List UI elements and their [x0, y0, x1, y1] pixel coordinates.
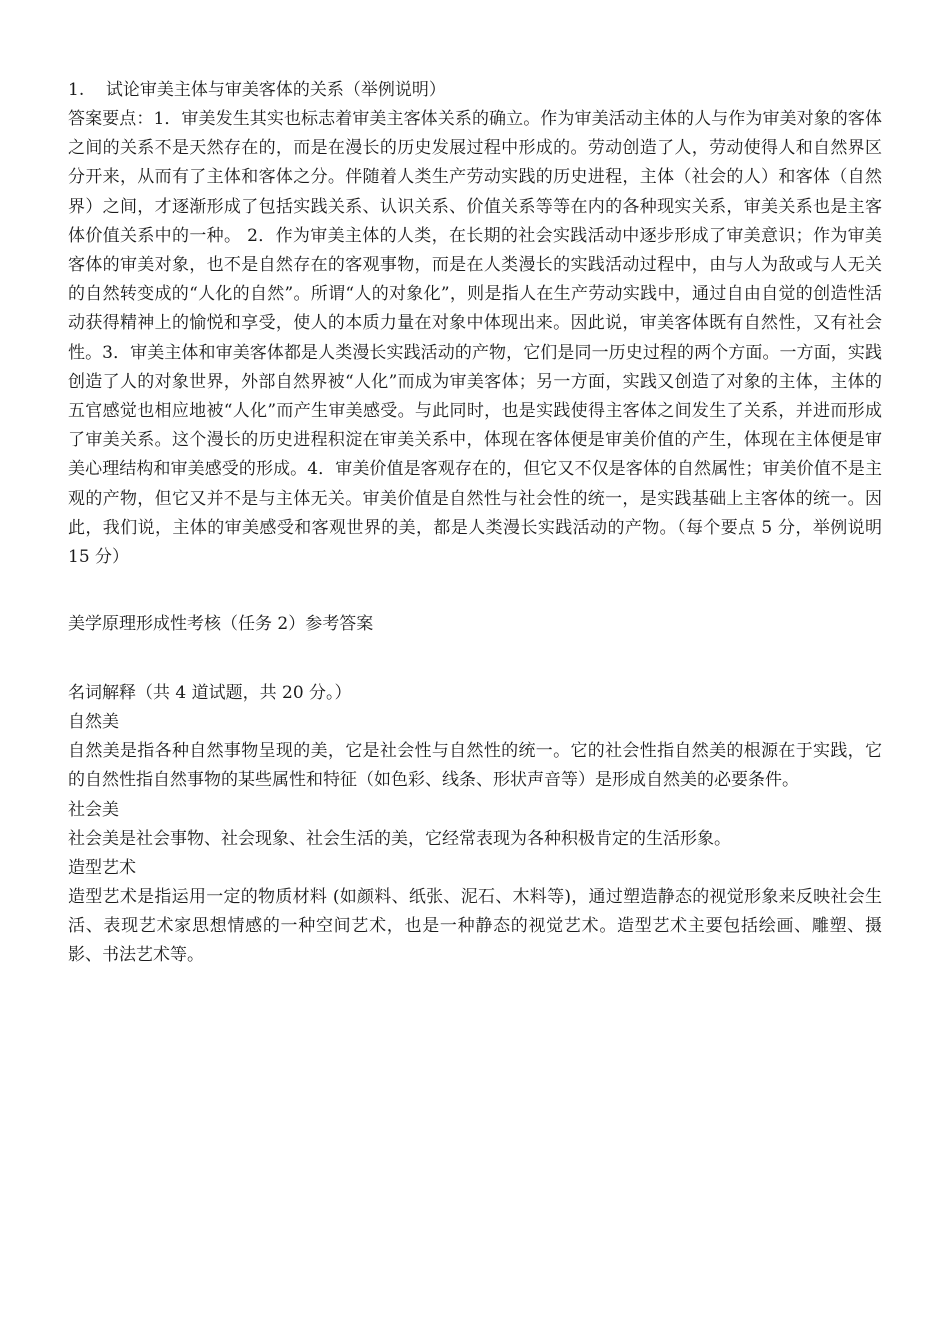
term-heading: 社会美	[68, 799, 119, 820]
term-heading: 自然美	[68, 712, 119, 733]
term-definition: 社会美是社会事物、社会现象、社会生活的美，它经常表现为各种积极肯定的生活形象。	[68, 828, 731, 849]
question-1-heading	[68, 76, 882, 105]
spacer	[68, 572, 882, 610]
term-definition: 自然美是指各种自然事物呈现的美，它是社会性与自然性的统一。它的社会性指自然美的根源在于实践，它的自然性指自然事物的某些属性和特征（如色彩、线条、形状声音等）是形成自然美的必要条件。	[68, 741, 882, 791]
question-1-answer: 答案要点：1．审美发生其实也标志着审美主客体关系的确立。作为审美活动主体的人与作为审美对象的客体之间的关系不是天然存在的，而是在漫长的历史发展过程中形成的。劳动创造了人，劳动使得人和自然界区分开来，从而有了主体和客体之分。伴随着人类生产劳动实践的历史进程，主体（社会的人）和客体（自然界）之间，才逐渐形成了包括实践关系、认识关系、价值关系等等在内的各种现实关系，审美关系也是主客体价值关系中的一种。 2．作为审美主体的人类，在长期的社会实践活动中逐步形成了审美意识；作为审美客体的审美对象，也不是自然存在的客观事物，而是在人类漫长的实践活动过程中，由与人为敌或与人无关的自然转变成的“人化的自然”。所谓“人的对象化”，则是指人在生产劳动实践中，通过自由自觉的创造性活动获得精神上的愉悦和享受，使人的本质力量在对象中体现出来。因此说，审美客体既有自然性，又有社会性。3．审美主体和审美客体都是人类漫长实践活动的产物，它们是同一历史过程的两个方面。一方面，实践创造了人的对象世界，外部自然界被“人化”而成为审美客体；另一方面，实践又创造了对象的主体，主体的五官感觉也相应地被“人化”而产生审美感受。与此同时，也是实践使得主客体之间发生了关系，并进而形成了审美关系。这个漫长的历史进程积淀在审美关系中，体现在客体便是审美价值的产生，体现在主体便是审美心理结构和审美感受的形成。4．审美价值是客观存在的，但它又不仅是客体的自然属性；审美价值不是主观的产物，但它又并不是与主体无关。审美价值是自然性与社会性的统一，是实践基础上主客体的统一。因此，我们说，主体的审美感受和客观世界的美，都是人类漫长实践活动的产物。（每个要点 5 分，举例说明 15 分）	[68, 109, 882, 568]
document-page	[68, 76, 882, 970]
section-title: 美学原理形成性考核（任务 2）参考答案	[68, 614, 374, 635]
term-heading: 造型艺术	[68, 857, 136, 878]
terms-header: 名词解释（共 4 道试题，共 20 分。）	[68, 683, 352, 704]
spacer	[68, 639, 882, 679]
question-1-title: 试论审美主体与审美客体的关系（举例说明）	[105, 80, 446, 100]
question-1-number: 1.	[68, 80, 85, 100]
term-definition: 造型艺术是指运用一定的物质材料 (如颜料、纸张、泥石、木料等)，通过塑造静态的视觉形象来反映社会生活、表现艺术家思想情感的一种空间艺术，也是一种静态的视觉艺术。造型艺术主要包括绘画、雕塑、摄影、书法艺术等。	[68, 886, 882, 966]
